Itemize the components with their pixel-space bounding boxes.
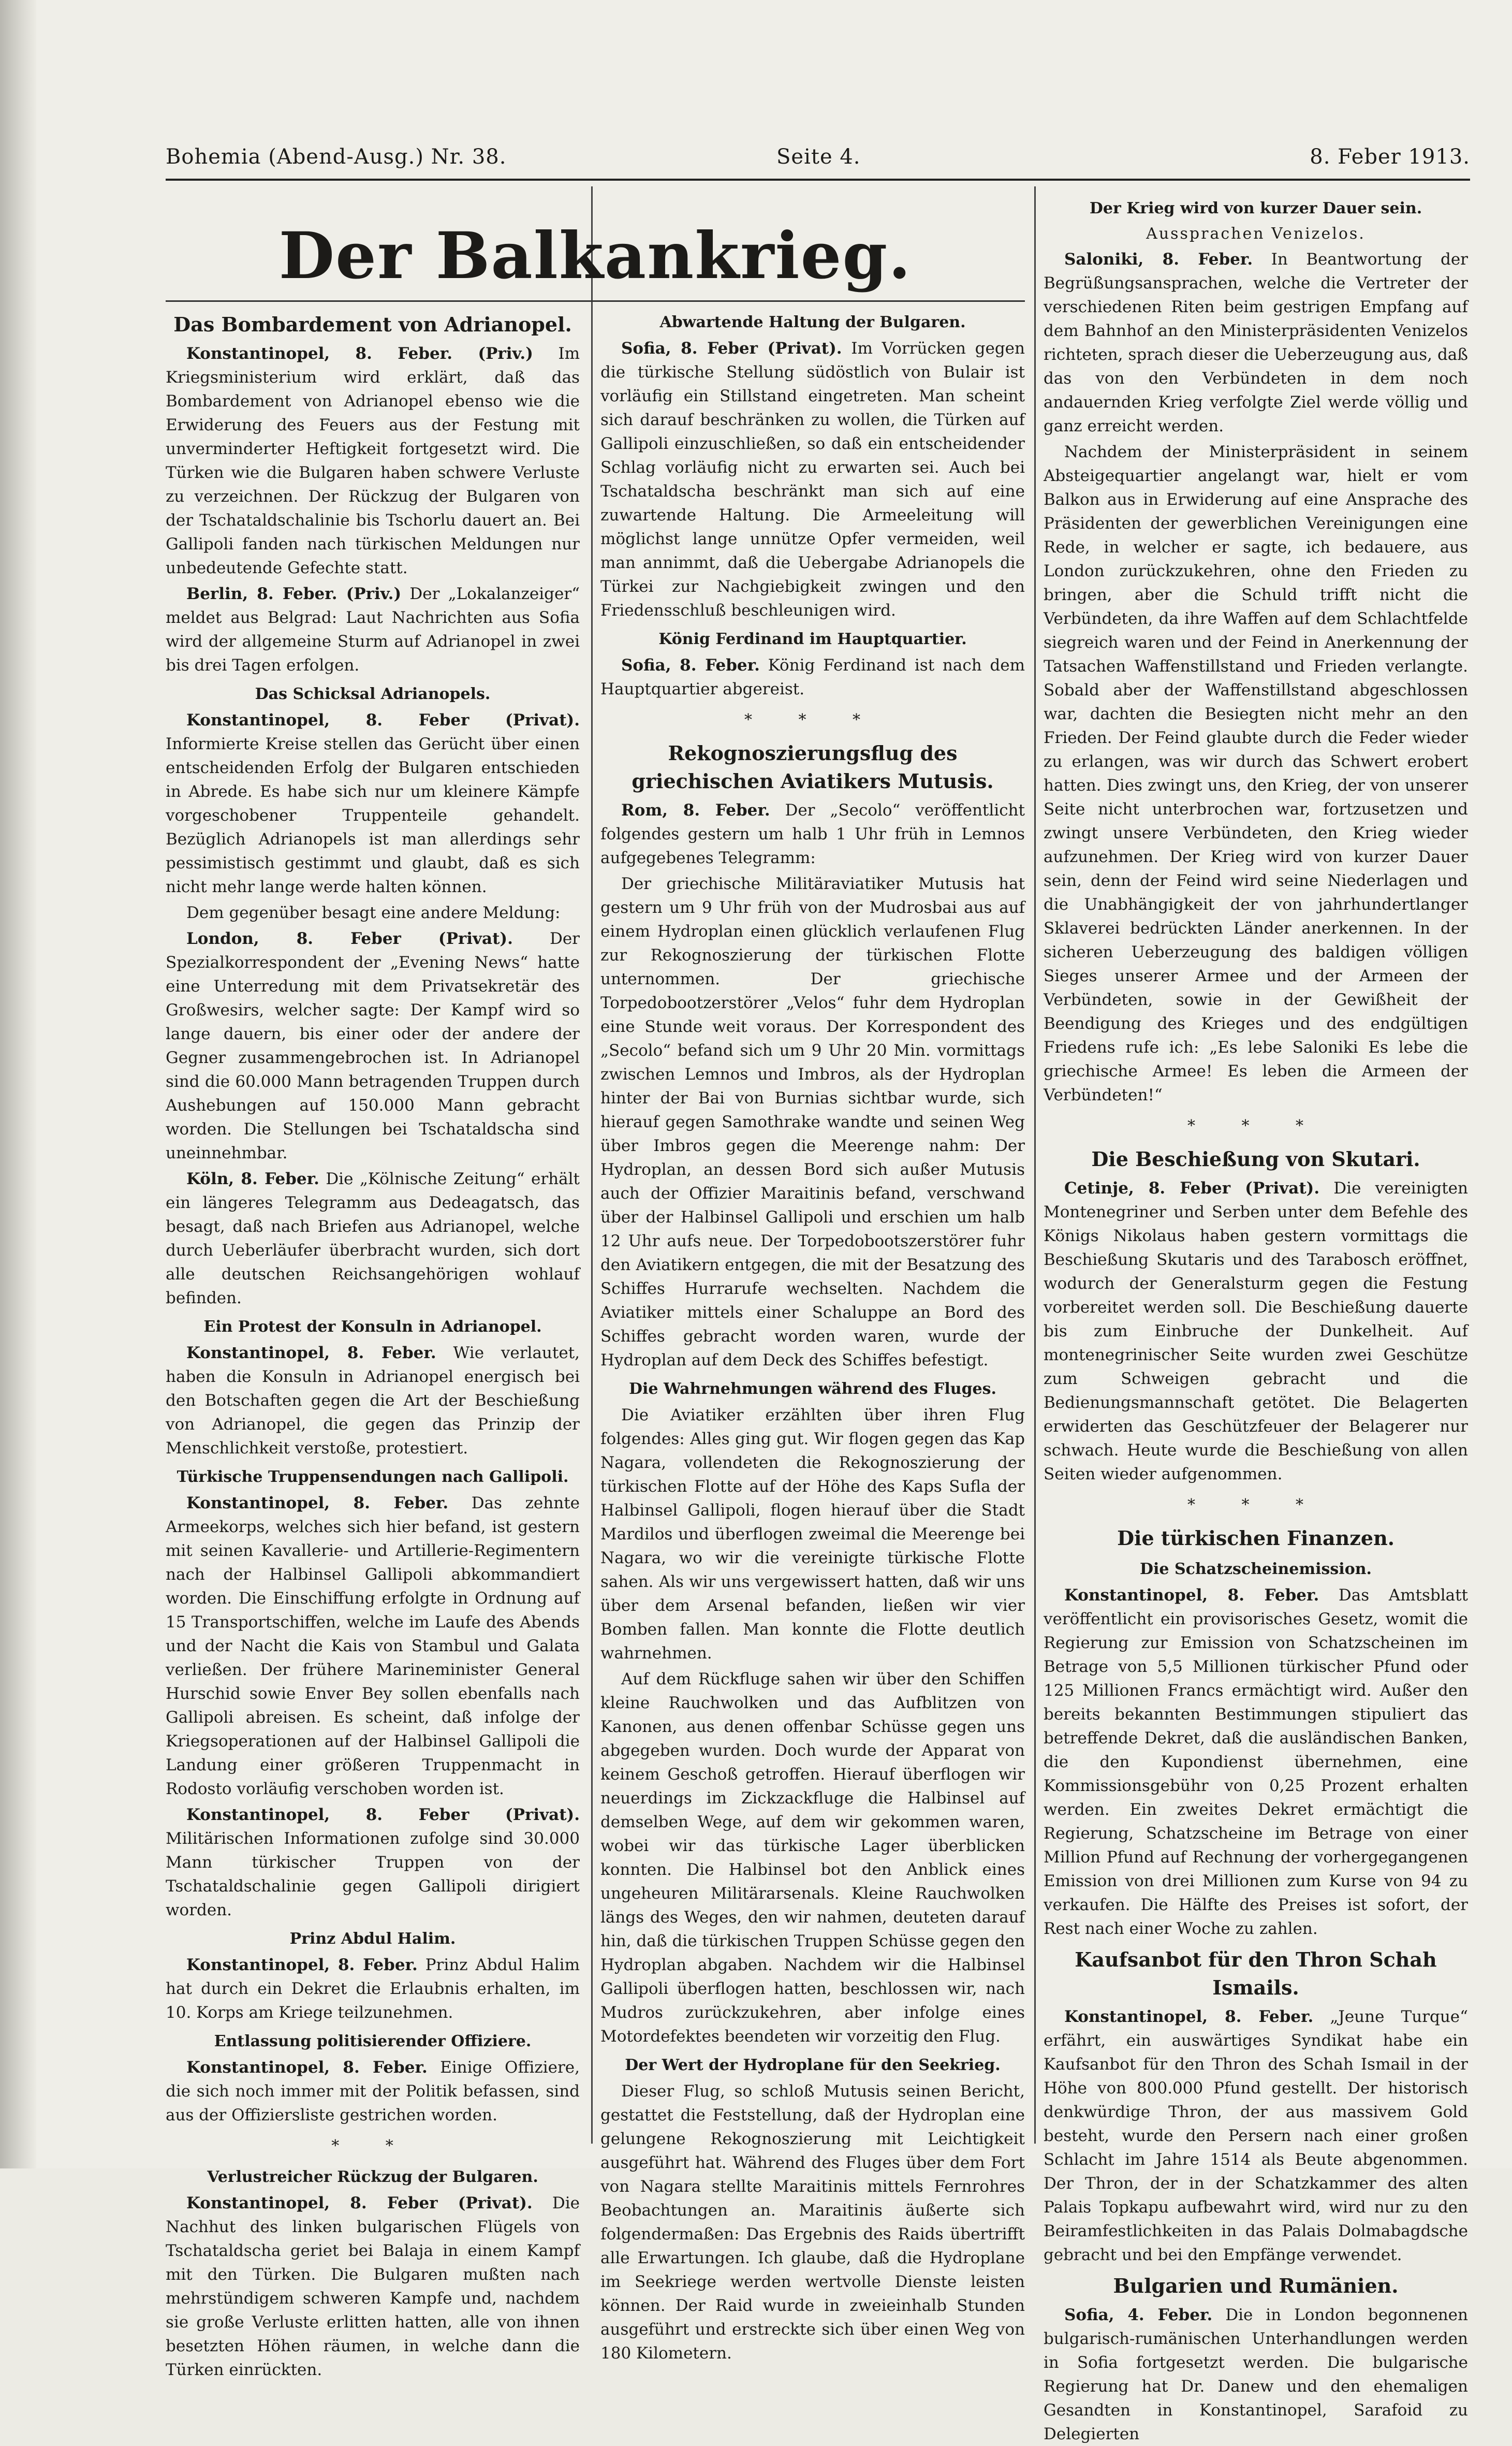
main-title-block (166, 192, 1025, 300)
headline-krieg-kurzer-dauer: Der Krieg wird von kurzer Dauer sein. (1089, 199, 1422, 217)
article-paragraph: London, 8. Feber (Privat). Der Spezialkorrespondent der „Evening News“ hatte eine Unterredung mit dem Privatsekretär des Großwesirs, welcher sagte: Der Kampf wird so lange dauern, bis einer oder der andere der Gegner zusammengebrochen ist. In Adrianopel sind die 60.000 Mann betragenden Truppen durch Aushebungen auf 150.000 Mann gebracht worden. Die Stellungen bei Tschataldscha sind uneinnehmbar. (166, 929, 580, 1162)
subheadline-schatzscheinemission: Die Schatzscheinemission. (1140, 1560, 1372, 1578)
article-paragraph: Konstantinopel, 8. Feber (Privat). Informierte Kreise stellen das Gerücht über einen entscheidenden Erfolg der Bulgaren entschieden in Abrede. Es habe sich nur um kleinere Kämpfe vorgeschobener Truppenteile gehandelt. Bezüglich Adrianopels ist man allerdings sehr pessimistisch gestimmt und glaubt, daß es sich nicht mehr lange werde halten können. (166, 711, 580, 896)
article-paragraph: Konstantinopel, 8. Feber. „Jeune Turque“ erfährt, ein auswärtiges Syndikat habe ein Kaufsanbot für den Thron des Schah Ismail in der Höhe von 800.000 Pfund gestellt. Der historisch denkwürdige Thron, der aus massivem Gold besteht, wurde den Persern nach einer großen Schlacht im Jahre 1514 als Beute abgenommen. Der Thron, der in der Schatzkammer des alten Palais Topkapu aufbewahrt wird, wird nur zu den Beiramfestlichkeiten in das Palais Dolmabagdsche gebracht und bei den Empfänge verwendet. (1044, 2007, 1468, 2264)
article-paragraph: Konstantinopel, 8. Feber. (Priv.) Im Kriegsministerium wird erklärt, daß das Bombardement von Adrianopel ebenso wie die Erwiderung des Feuers aus der Festung mit unverminderter Heftigkeit fortgesetzt wird. Die Türken wie die Bulgaren haben schwere Verluste zu verzeichnen. Der Rückzug der Bulgaren von der Tschataldschalinie bis Tschorlu dauert an. Bei Gallipoli fanden nach türkischen Meldungen nur unbedeutende Gefechte statt. (166, 344, 580, 577)
headline-skutari: Die Beschießung von Skutari. (1091, 1147, 1420, 1171)
headline-kaufsanbot-thron: Kaufsanbot für den Thron Schah Ismails. (1075, 1948, 1437, 1999)
headline-tuerkische-finanzen: Die türkischen Finanzen. (1117, 1526, 1394, 1550)
article-paragraph: Sofia, 8. Feber. König Ferdinand ist nach dem Hauptquartier abgereist. (600, 656, 1025, 698)
header-publication: Bohemia (Abend-Ausg.) Nr. 38. (166, 145, 507, 169)
article-paragraph: Die Aviatiker erzählten über ihren Flug folgendes: Alles ging gut. Wir flogen gegen das Kap Nagara, vollendeten die Rekognoszierung der türkischen Flotte auf der Höhe des Kaps Sufla der Halbinsel Gallipoli, flogen hierauf über die Stadt Mardilos und überflogen zweimal die Meerenge bei Nagara, wo wir die vereinigte türkische Flotte sahen. Als wir uns vergewissert hatten, daß wir uns über dem Arsenal befanden, ließen wir vier Bomben fallen. Man konnte die Flotte deutlich wahrnehmen. (600, 1406, 1025, 1663)
article-paragraph: Konstantinopel, 8. Feber. Das Amtsblatt veröffentlicht ein provisorisches Gesetz, womit die Regierung zur Emission von Schatzscheinen im Betrage von 5,5 Millionen türkischer Pfund oder 125 Millionen Francs ermächtigt wird. Außer den bereits bekannten Bestimmungen stipuliert das betreffende Dekret, daß die ausländischen Banken, die den Kupondienst übernehmen, eine Kommissionsgebühr von 0,25 Prozent erhalten werden. Ein zweites Dekret ermächtigt die Regierung, Schatzscheine im Betrage von einer Million Pfund auf Rechnung der vorhergegangenen Emission von drei Millionen zum Kurse von 94 zu verkaufen. Die Hälfte des Preises ist sofort, der Rest nach einer Woche zu zahlen. (1044, 1586, 1469, 1938)
article-paragraph: Konstantinopel, 8. Feber. Einige Offiziere, die sich noch immer mit der Politik befassen, sind aus der Offiziersliste gestrichen worden. (166, 2058, 580, 2124)
article-paragraph: Konstantinopel, 8. Feber. Prinz Abdul Halim hat durch ein Dekret die Erlaubnis erhalten, im 10. Korps am Kriege teilzunehmen. (166, 1956, 580, 2022)
section-separator-stars: * * * (1187, 1496, 1325, 1514)
section-separator-stars: * * * (744, 711, 882, 729)
article-paragraph: Rom, 8. Feber. Der „Secolo“ veröffentlicht folgendes gestern um halb 1 Uhr früh in Lemnos aufgegebenes Telegramm: (600, 801, 1025, 867)
article-paragraph: Sofia, 4. Feber. Die in London begonnenen bulgarisch-rumänischen Unterhandlungen werden in Sofia fortgesetzt werden. Die bulgarische Regierung hat Dr. Danew und den ehemaligen Gesandten in Konstantinopel, Sarafoid zu Delegierten (1044, 2306, 1468, 2443)
article-paragraph: Konstantinopel, 8. Feber (Privat). Militärischen Informationen zufolge sind 30.000 Mann türkischer Truppen von der Tschataldschalinie gegen Gallipoli dirigiert worden. (166, 1806, 580, 1919)
headline-entlassung: Entlassung politisierender Offiziere. (214, 2032, 532, 2050)
headline-schicksal: Das Schicksal Adrianopels. (255, 685, 491, 703)
article-paragraph: Sofia, 8. Feber (Privat). Im Vorrücken gegen die türkische Stellung südöstlich von Bulair ist vorläufig ein Stillstand eingetreten. Man scheint sich darauf beschränken zu wollen, die Türken auf Gallipoli einzuschließen, so daß ein entscheidender Schlag vorläufig nicht zu erwarten sei. Auch bei Tschataldscha beschränkt man sich auf eine zuwartende Haltung. Die Armeeleitung will möglichst lange unnütze Opfer vermeiden, weil man annimmt, daß die Uebergabe Adrianopels die Türkei zur Nachgiebigkeit zwingen und den Friedensschluß beschleunigen wird. (600, 339, 1025, 620)
article-paragraph: Cetinje, 8. Feber (Privat). Die vereinigten Montenegriner und Serben unter dem Befehle des Königs Nikolaus haben gestern vormittags die Beschießung Skutaris und des Tarabosch eröffnet, wodurch der Generalsturm gegen die Festung vorbereitet werden soll. Die Beschießung dauerte bis zum Einbruche der Dunkelheit. Auf montenegrinischer Seite wurden zwei Geschütze zum Schweigen gebracht und die Bedienungsmannschaft getötet. Die Belagerten erwiderten das Geschützfeuer der Belagerer nur schwach. Heute wurde die Beschießung von allen Seiten wieder aufgenommen. (1044, 1179, 1468, 1483)
article-paragraph: Köln, 8. Feber. Die „Kölnische Zeitung“ erhält ein längeres Telegramm aus Dedeagatsch, das besagt, daß nach Briefen aus Adrianopel, welche durch Ueberläufer überbracht wurden, sich dort alle deutschen Reichsangehörigen wohlauf befinden. (166, 1170, 580, 1307)
article-paragraph: Dem gegenüber besagt eine andere Meldung: (186, 904, 561, 922)
article-paragraph: Konstantinopel, 8. Feber (Privat). Die Nachhut des linken bulgarischen Flügels von Tschataldscha geriet bei Balaja in einem Kampf mit den Türken. Die Bulgaren mußten nach mehrstündigem schweren Kampfe und, nachdem sie große Verluste erlitten hatten, alle von ihnen besetzten Höhen räumen, in welche dann die Türken einrückten. (166, 2194, 580, 2379)
main-title: Der Balkankrieg. (278, 219, 912, 294)
article-paragraph: Dieser Flug, so schloß Mutusis seinen Bericht, gestattet die Feststellung, daß der Hydroplan eine gelungene Rekognoszierung mit Leichtigkeit ausgeführt hat. Während des Fluges über dem Fort von Nagara stellte Maraitinis mittels Fernrohres Beobachtungen an. Maraitinis äußerte sich folgendermaßen: Das Ergebnis des Raids übertrifft alle Erwartungen. Ich glaube, daß die Hydroplane im Seekriege werden wertvolle Dienste leisten können. Der Raid wurde in zweieinhalb Stunden ausgeführt und erstreckte sich über einen Weg von 180 Kilometern. (600, 2082, 1025, 2363)
article-paragraph: Berlin, 8. Feber. (Priv.) Der „Lokalanzeiger“ meldet aus Belgrad: Laut Nachrichten aus Sofia wird der allgemeine Sturm auf Adrianopel in zwei bis drei Tagen erfolgen. (166, 585, 580, 675)
headline-bombardement: Das Bombardement von Adrianopel. (173, 313, 572, 336)
headline-bulgarien-rumaenien: Bulgarien und Rumänien. (1113, 2274, 1399, 2297)
article-paragraph: Konstantinopel, 8. Feber. Das zehnte Armeekorps, welches sich hier befand, ist gestern mit seinen Kavallerie- und Artillerie-Regimentern nach der Halbinsel Gallipoli abkommandiert worden. Die Einschiffung erfolgte in Ordnung auf 15 Transportschiffen, welche im Laufe des Abends und der Nacht die Kais von Stambul und Galata verließen. Der frühere Marineminister General Hurschid sowie Enver Bey sollen ebenfalls nach Gallipoli abreisen. Es scheint, daß infolge der Kriegsoperationen auf der Halbinsel Gallipoli die Landung einer größeren Truppenmacht in Rodosto vorläufig verschoben worden ist. (166, 1494, 580, 1798)
headline-wahrnehmungen: Die Wahrnehmungen während des Fluges. (629, 1380, 996, 1398)
headline-protest: Ein Protest der Konsuln in Adrianopel. (203, 1318, 542, 1336)
article-paragraph: Saloniki, 8. Feber. In Beantwortung der Begrüßungsansprachen, welche die Vertreter der verschiedenen Riten beim gestrigen Empfang auf dem Bahnhof an den Ministerpräsidenten Venizelos richteten, sprach dieser die Ueberzeugung aus, daß das von den Verbündeten in dem noch andauernden Krieg verfolgte Ziel werde völlig und ganz erreicht werden. (1044, 250, 1468, 435)
column-1 (166, 305, 580, 2379)
page-binding-shadow (0, 0, 36, 2168)
headline-rueckzug: Verlustreicher Rückzug der Bulgaren. (207, 2168, 538, 2186)
section-separator-stars: * * (331, 2137, 414, 2155)
article-paragraph: Der griechische Militäraviatiker Mutusis hat gestern um 9 Uhr früh von der Mudrosbai aus auf einem Hydroplan einen glücklich verlaufenen Flug zur Rekognoszierung der türkischen Flotte unternommen. Der griechische Torpedobootzerstörer „Velos“ fuhr dem Hydroplan eine Stunde weit voraus. Der Korrespondent des „Secolo“ befand sich um 9 Uhr 20 Min. vormittags zwischen Lemnos und Imbros, als der Hydroplan hinter der Bai von Burnias sichtbar wurde, sich hierauf gegen Samothrake wandte und seinen Weg über Imbros gegen die Meerenge nahm: Der Hydroplan, an dessen Bord sich außer Mutusis auch der Offizier Maraitinis befand, verschwand über der Halbinsel Gallipoli und erschien um halb 12 Uhr aufs neue. Der Torpedobootszerstörer fuhr den Aviatikern entgegen, die mit der Besatzung des Schiffes Hurrarufe wechselten. Nachdem die Aviatiker mittels einer Schaluppe an Bord des Schiffes gebracht worden waren, wurde der Hydroplan auf dem Deck des Schiffes befestigt. (600, 875, 1025, 1370)
column-rule-2 (1034, 186, 1036, 2144)
title-rule (166, 300, 1025, 302)
header-date: 8. Feber 1913. (1310, 145, 1470, 169)
article-paragraph: Auf dem Rückfluge sahen wir über den Schiffen kleine Rauchwolken und das Aufblitzen von Kanonen, aus denen offenbar Schüsse gegen uns abgegeben wurden. Doch wurde der Apparat von keinem Geschoß getroffen. Hierauf überflogen wir neuerdings im Zickzackfluge die Halbinsel auf demselben Wege, auf dem wir gekommen waren, wobei wir das türkische Lager überblicken konnten. Die Halbinsel bot den Anblick eines ungeheuren Militärarsenals. Kleine Rauchwolken längs des Weges, den wir nahmen, deuteten darauf hin, daß die türkischen Truppen Schüsse gegen den Hydroplan abgaben. Nachdem wir die Halbinsel Gallipoli überflogen hatten, beschlossen wir, nach Mudros zurückzukehren, aber infolge eines Motordefektes beendeten wir vorzeitig den Flug. (600, 1670, 1025, 2046)
column-3 (1044, 192, 1469, 2443)
headline-truppensendungen: Türkische Truppensendungen nach Gallipoli. (177, 1468, 569, 1486)
article-paragraph: Konstantinopel, 8. Feber. Wie verlautet, haben die Konsuln in Adrianopel energisch bei den Botschaften gegen die Art der Beschießung von Adrianopel, die gegen das Prinzip der Menschlichkeit verstoße, protestiert. (166, 1344, 580, 1458)
subheadline-venizelos: Aussprachen Venizelos. (1146, 225, 1366, 243)
page-header (166, 145, 1470, 176)
column-2 (600, 305, 1025, 2363)
headline-wert-hydroplane: Der Wert der Hydroplane für den Seekrieg. (625, 2056, 1001, 2074)
headline-koenig-ferdinand: König Ferdinand im Hauptquartier. (658, 630, 967, 648)
headline-abdul-halim: Prinz Abdul Halim. (289, 1930, 456, 1948)
headline-abwartende-haltung: Abwartende Haltung der Bulgaren. (659, 313, 966, 331)
header-rule (166, 179, 1470, 181)
article-paragraph: Nachdem der Ministerpräsident in seinem Absteigequartier angelangt war, hielt er vom Balkon aus in Erwiderung auf eine Ansprache des Präsidenten der gewerblichen Vereinigungen eine Rede, in welcher er sagte, ich bedauere, aus London zurückzukehren, ohne den Frieden zu bringen, aber die Schuld trifft nicht die Verbündeten, da ihre Waffen auf dem Schlachtfelde siegreich waren und der Feind in Anerkennung der Tatsachen Waffenstillstand und Frieden verlangte. Sobald aber der Waffenstillstand abgeschlossen war, dachten die Besiegten nicht mehr an den Frieden. Der Feind glaubte durch die Feder wieder zu erlangen, was wir durch das Schwert erobert hatten. Dies zwingt uns, den Krieg, der von unserer Seite nicht unterbrochen war, fortzusetzen und zwingt unsere Verbündeten, den Krieg wieder aufzunehmen. Der Krieg wird von kurzer Dauer sein, denn der Feind wird seine Niederlagen und die Unabhängigkeit der von jahrhundertlanger Sklaverei bedrückten Länder anerkennen. In der sicheren Ueberzeugung des baldigen völligen Sieges unserer Armee und der Armeen der Verbündeten, sowie in der Gewißheit der Beendigung des Krieges und des endgültigen Friedens rufe ich: „Es lebe Saloniki Es lebe die griechische Armee! Es leben die Armeen der Verbündeten!“ (1044, 443, 1468, 1104)
header-page-number: Seite 4. (776, 145, 861, 169)
headline-rekognoszierungsflug: Rekognoszierungsflug des griechischen Aviatikers Mutusis. (632, 741, 994, 793)
column-rule-1 (591, 186, 593, 2144)
section-separator-stars: * * * (1187, 1117, 1325, 1135)
